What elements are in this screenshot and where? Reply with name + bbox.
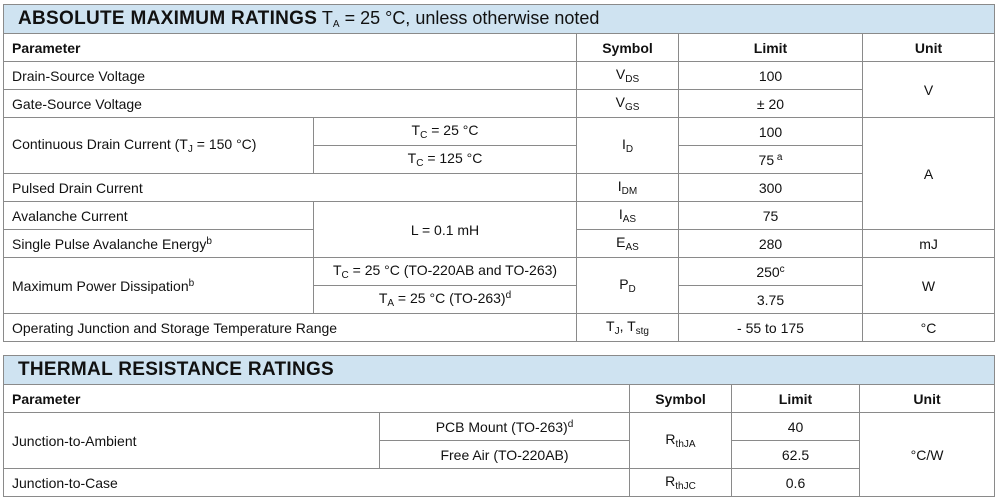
cond-pcb-mount: PCB Mount $(TO-263)^d$ — [380, 413, 630, 441]
param-operating-temperature-range: Operating Junction and Storage Temperature Range — [4, 314, 577, 342]
symbol-idm: $I_{DM}$ — [577, 174, 679, 202]
abs-header-parameter: Parameter — [4, 34, 577, 62]
limit-id-tc25: 100 — [679, 118, 863, 146]
symbol-ias: $I_{AS}$ — [577, 202, 679, 230]
param-maximum-power-dissipation: Maximum Power Dissipation$^b$ — [4, 258, 314, 314]
cond-pd-tc25: $T_C = 25$ °C (TO-220AB and TO-263) — [314, 258, 577, 286]
symbol-eas: $E_{AS}$ — [577, 230, 679, 258]
thermal-header-unit: Unit — [860, 385, 995, 413]
symbol-rthjc: $R_{thJC}$ — [630, 469, 732, 497]
symbol-vds: $V_{DS}$ — [577, 62, 679, 90]
table-row — [4, 258, 995, 286]
limit-ias: 75 — [679, 202, 863, 230]
limit-temperature-range: - 55 to 175 — [679, 314, 863, 342]
limit-pd-tc25: 250$^c$ — [679, 258, 863, 286]
table-row — [4, 62, 995, 90]
cond-inductance: L = 0.1 mH — [314, 202, 577, 258]
table-row — [4, 202, 995, 230]
symbol-id: $I_D$ — [577, 118, 679, 174]
thermal-title: THERMAL RESISTANCE RATINGS — [4, 356, 995, 385]
param-single-pulse-avalanche-energy: Single Pulse Avalanche Energy$^b$ — [4, 230, 314, 258]
unit-c-per-w: °C/W — [860, 413, 995, 497]
param-pulsed-drain-current: Pulsed Drain Current — [4, 174, 577, 202]
unit-celsius: °C — [863, 314, 995, 342]
param-continuous-drain-current: Continuous Drain Current ($T_J = 150$ °C) — [4, 118, 314, 174]
table-row — [4, 118, 995, 146]
thermal-header-limit: Limit — [732, 385, 860, 413]
limit-idm: 300 — [679, 174, 863, 202]
cond-free-air: Free Air (TO-220AB) — [380, 441, 630, 469]
symbol-tj-tstg: $T_J$, $T_{stg}$ — [577, 314, 679, 342]
table-row — [4, 174, 995, 202]
abs-header-row — [4, 34, 995, 62]
param-avalanche-current: Avalanche Current — [4, 202, 314, 230]
thermal-header-parameter: Parameter — [4, 385, 630, 413]
limit-free-air: 62.5 — [732, 441, 860, 469]
cond-id-tc25: $T_C = 25$ °C — [314, 118, 577, 146]
limit-junction-to-case: 0.6 — [732, 469, 860, 497]
param-junction-to-case: Junction-to-Case — [4, 469, 630, 497]
abs-header-symbol: Symbol — [577, 34, 679, 62]
unit-amp: A — [863, 118, 995, 230]
unit-watt: W — [863, 258, 995, 314]
unit-volt: V — [863, 62, 995, 118]
thermal-header-row — [4, 385, 995, 413]
limit-id-tc125: 75 $^a$ — [679, 146, 863, 174]
table-row — [4, 90, 995, 118]
symbol-vgs: $V_{GS}$ — [577, 90, 679, 118]
limit-pcb-mount: 40 — [732, 413, 860, 441]
cond-pd-ta25: $T_A = 25$ °C $(TO-263)^d$ — [314, 286, 577, 314]
abs-header-limit: Limit — [679, 34, 863, 62]
symbol-pd: $P_D$ — [577, 258, 679, 314]
limit-vds: 100 — [679, 62, 863, 90]
thermal-header-symbol: Symbol — [630, 385, 732, 413]
thermal-resistance-ratings-table — [3, 355, 995, 497]
table-row — [4, 314, 995, 342]
param-drain-source-voltage: Drain-Source Voltage — [4, 62, 577, 90]
limit-pd-ta25: 3.75 — [679, 286, 863, 314]
table-row — [4, 413, 995, 441]
limit-eas: 280 — [679, 230, 863, 258]
param-junction-to-ambient: Junction-to-Ambient — [4, 413, 380, 469]
table-row — [4, 469, 995, 497]
absolute-maximum-ratings-table — [3, 4, 995, 342]
abs-title: ABSOLUTE MAXIMUM RATINGS $T_A = 25$ °C, unless otherwise noted — [4, 5, 995, 34]
abs-header-unit: Unit — [863, 34, 995, 62]
symbol-rthja: $R_{thJA}$ — [630, 413, 732, 469]
param-gate-source-voltage: Gate-Source Voltage — [4, 90, 577, 118]
limit-vgs: ± 20 — [679, 90, 863, 118]
cond-id-tc125: $T_C = 125$ °C — [314, 146, 577, 174]
unit-mj: mJ — [863, 230, 995, 258]
